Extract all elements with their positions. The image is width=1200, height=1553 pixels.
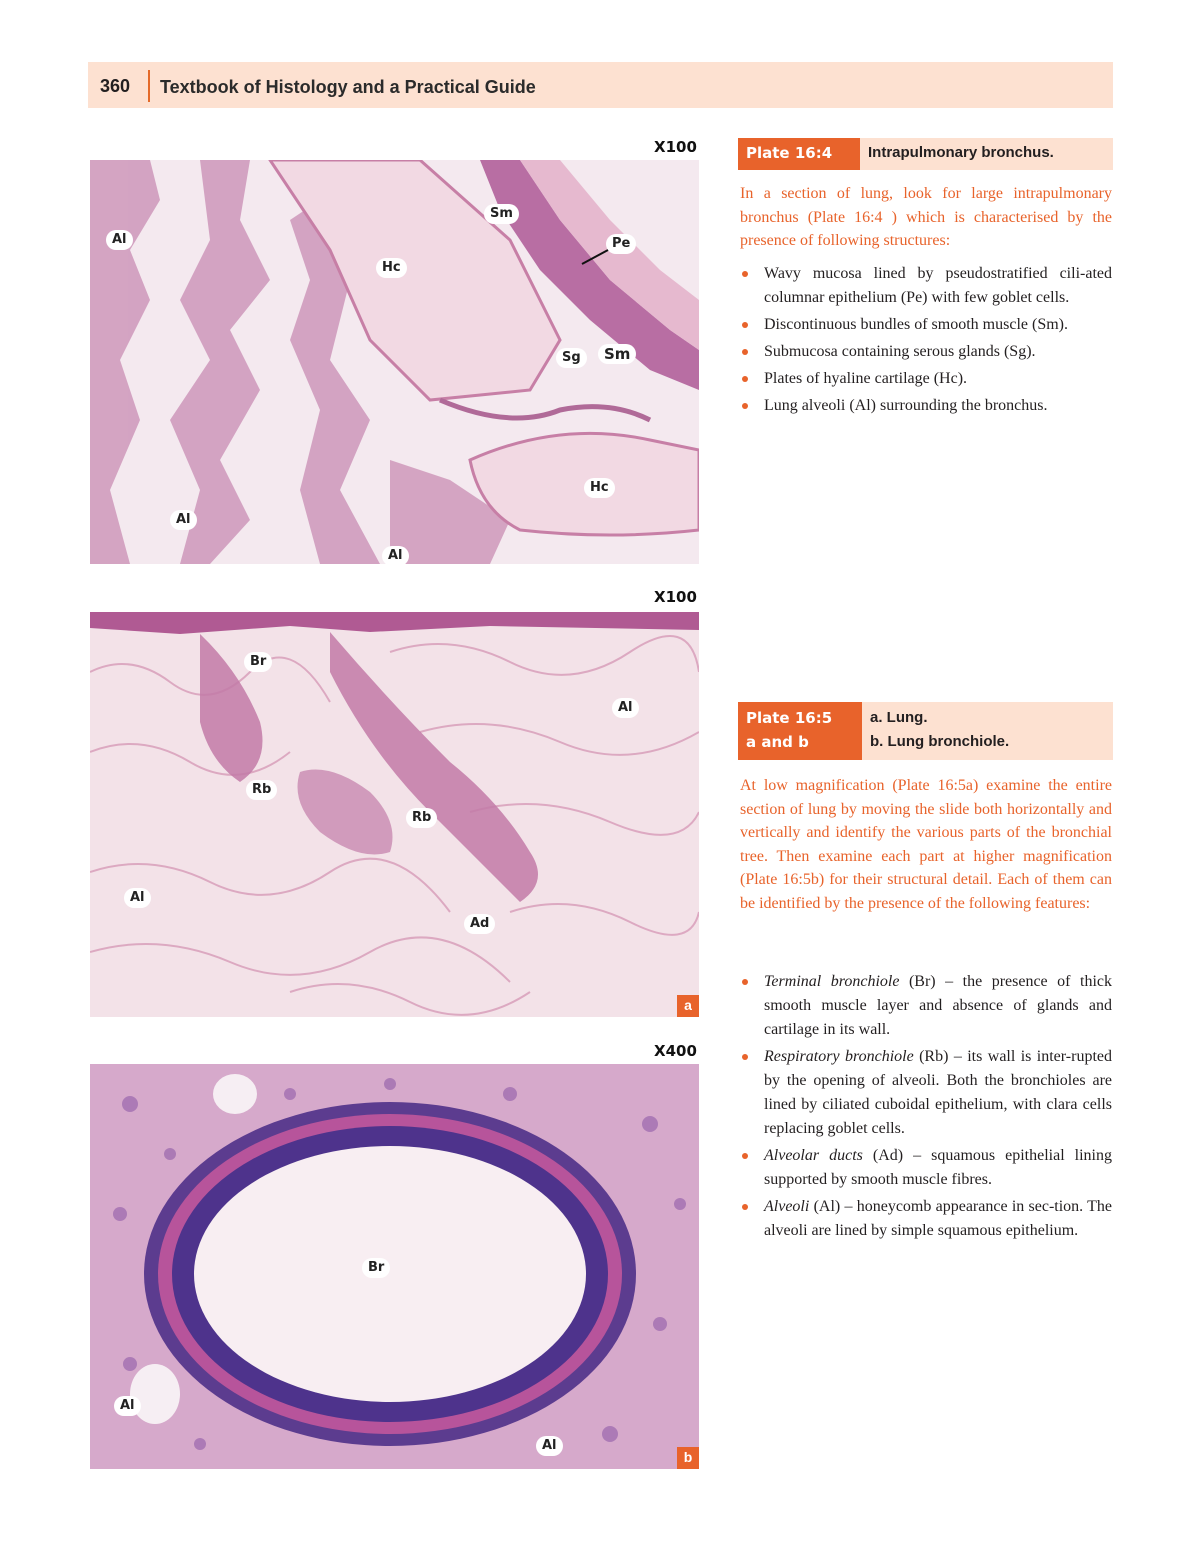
label-alveolar-duct: Ad [464,914,495,934]
list-item: Alveoli (Al) – honeycomb appearance in sec-tion. The alveoli are lined by simple squamous epithelium. [740,1195,1112,1243]
pointer-line [90,160,699,564]
label-respiratory-bronchiole: Rb [406,808,437,828]
label-hyaline-cartilage: Hc [376,258,407,278]
label-alveoli: Al [536,1436,563,1456]
bullet-icon [742,1054,748,1060]
label-smooth-muscle: Sm [484,204,519,224]
bullet-icon [742,979,748,985]
plate-code: Plate 16:5 a and b [738,702,862,760]
bullet-icon [742,271,748,277]
magnification-label-plate4: X100 [654,138,697,156]
list-item: Lung alveoli (Al) surrounding the bronchus. [740,394,1112,418]
plate-16-4-heading [738,138,1113,170]
plate-16-4-intro: In a section of lung, look for large intrapulmonary bronchus (Plate 16:4 ) which is characterised by the presence of following structures: [740,185,1112,249]
label-smooth-muscle: Sm [598,344,636,364]
bullet-icon [742,403,748,409]
list-item: Discontinuous bundles of smooth muscle (Sm). [740,313,1112,337]
list-item: Plates of hyaline cartilage (Hc). [740,367,1112,391]
plate-title: Intrapulmonary bronchus. [860,138,1113,170]
label-alveoli: Al [382,546,409,564]
label-terminal-bronchiole: Br [244,652,272,672]
plate-16-5-features [740,970,1112,1246]
bullet-icon [742,1153,748,1159]
label-pseudostratified-epithelium: Pe [606,234,636,254]
micrograph-lung-low-power [90,612,699,1017]
bullet-icon [742,376,748,382]
list-item: Terminal bronchiole (Br) – the presence of thick smooth muscle layer and absence of glands and cartilage in its wall. [740,970,1112,1042]
figure-corner-label-a: a [677,995,699,1017]
header-divider [148,70,150,102]
label-serous-glands: Sg [556,348,587,368]
bullet-icon [742,349,748,355]
plate-16-5-intro: At low magnification (Plate 16:5a) examine the entire section of lung by moving the slide both horizontally and vertically and identify the various parts of the bronchial tree. Then examine each part at higher magnification (Plate 16:5b) for their structural detail. Each of them can be identified by the presence of the following features: [740,777,1112,912]
list-item: Submucosa containing serous glands (Sg). [740,340,1112,364]
page-number: 360 [100,76,131,96]
label-alveoli: Al [124,888,151,908]
micrograph-intrapulmonary-bronchus [90,160,699,564]
figure-corner-label-b: b [677,1447,699,1469]
plate-16-5-heading [738,702,1113,760]
magnification-label-plate5b: X400 [654,1042,697,1060]
plate-code: Plate 16:4 [738,138,860,170]
label-alveoli: Al [106,230,133,250]
label-bronchiole: Br [362,1258,390,1278]
bullet-icon [742,1204,748,1210]
book-title: Textbook of Histology and a Practical Guide [160,77,536,97]
bullet-icon [742,322,748,328]
label-alveoli: Al [114,1396,141,1416]
plate-16-4-features [740,262,1112,421]
magnification-label-plate5a: X100 [654,588,697,606]
list-item: Respiratory bronchiole (Rb) – its wall is inter-rupted by the opening of alveoli. Both the bronchioles are lined by ciliated cuboidal epithelium, with clara cells replacing goblet cells. [740,1045,1112,1141]
plate-title: a. Lung. b. Lung bronchiole. [862,702,1113,760]
micrograph-lung-bronchiole [90,1064,699,1469]
list-item: Alveolar ducts (Ad) – squamous epithelial lining supported by smooth muscle fibres. [740,1144,1112,1192]
label-alveoli: Al [170,510,197,530]
label-alveoli: Al [612,698,639,718]
label-respiratory-bronchiole: Rb [246,780,277,800]
list-item: Wavy mucosa lined by pseudostratified cili-ated columnar epithelium (Pe) with few goblet cells. [740,262,1112,310]
label-hyaline-cartilage: Hc [584,478,615,498]
running-header [88,62,1113,108]
